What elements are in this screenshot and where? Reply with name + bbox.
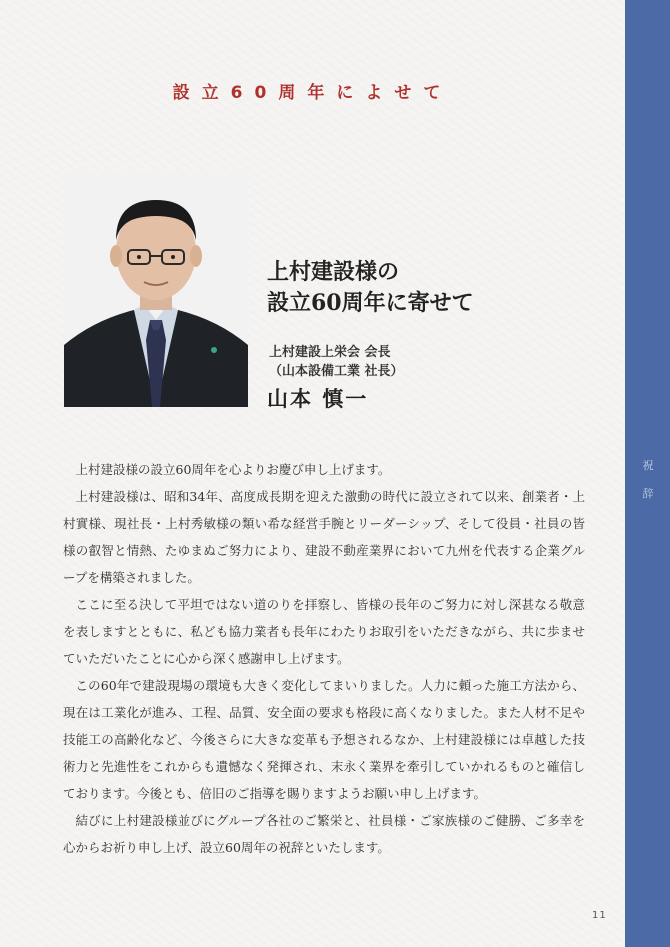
side-label: 祝辞 <box>642 459 654 500</box>
body-paragraph: ここに至る決して平坦ではない道のりを拝察し、皆様の長年のご努力に対し深甚なる敬意を表しますとともに、私ども協力業者も長年にわたりお取引をいただきながら、共に歩ませていただいたことに心から深く感謝申し上げます。 <box>63 597 585 666</box>
body-paragraph: 上村建設様は、昭和34年、高度成長期を迎えた激動の時代に設立されて以来、創業者・上村實様、現社長・上村秀敏様の類い希な経営手腕とリーダーシップ、そして役員・社員の皆様の叡智と情熱、たゆまぬご努力により、建設不動産業界において九州を代表する企業グループを構築されました。 <box>63 489 585 585</box>
author-name: 山本 慎一 <box>267 386 369 411</box>
author-org-line-1: 上村建設上栄会 会長 <box>269 345 391 360</box>
article-headline <box>267 257 474 319</box>
page-number: 11 <box>592 910 607 921</box>
portrait-illustration <box>64 170 248 407</box>
body-paragraph: 上村建設様の設立60周年を心よりお慶び申し上げます。 <box>75 462 391 477</box>
section-title: 設立60周年によせて <box>172 83 453 103</box>
portrait-photo <box>64 170 248 407</box>
author-org-line-2: （山本設備工業 社長） <box>269 364 404 379</box>
author-affiliation <box>269 343 404 381</box>
headline-line-1: 上村建設様の <box>267 259 400 285</box>
article-body <box>63 456 585 861</box>
body-paragraph: 結びに上村建設様並びにグループ各社のご繁栄と、社員様・ご家族様のご健勝、ご多幸を心からお祈り申し上げ、設立60周年の祝辞といたします。 <box>63 813 585 855</box>
headline-line-2: 設立60周年に寄せて <box>267 290 474 316</box>
body-paragraph: この60年で建設現場の環境も大きく変化してまいりました。人力に頼った施工方法から、現在は工業化が進み、工程、品質、安全面の要求も格段に高くなりました。また人材不足や技能工の高齢化など、今後さらに大きな変革も予想されるなか、上村建設様には卓越した技術力と先進性をこれからも遺憾なく発揮され、末永く業界を牽引していかれるものと確信しております。今後とも、倍旧のご指導を賜りますようお願い申し上げます。 <box>63 678 585 801</box>
